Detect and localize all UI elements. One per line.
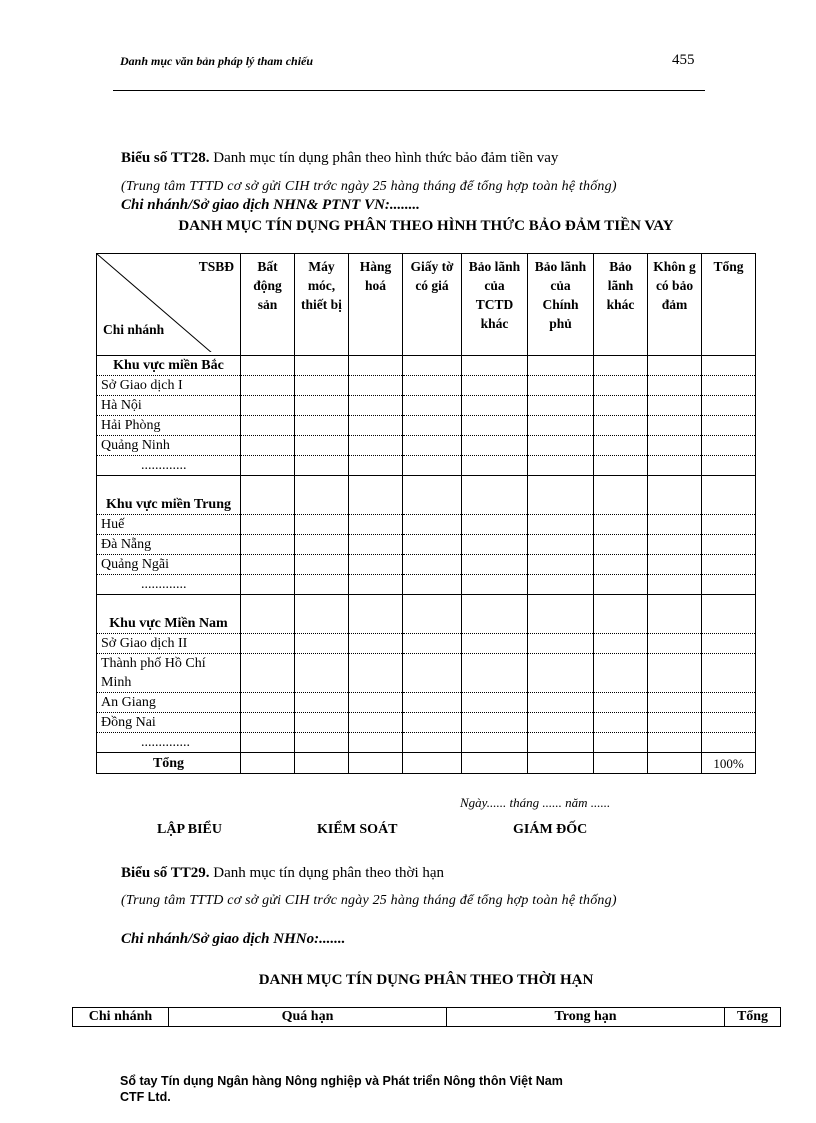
- col-header: Máy móc, thiết bị: [295, 254, 349, 356]
- total-percent: 100%: [702, 753, 756, 774]
- form29-title-text: Danh mục tín dụng phân theo thời hạn: [209, 865, 445, 881]
- signature-preparer: LẬP BIỂU: [157, 822, 222, 837]
- corner-header-cell: [97, 254, 241, 356]
- total-label: Tổng: [97, 753, 241, 774]
- row-label: Huế: [97, 515, 241, 535]
- table-row: [97, 693, 756, 713]
- row-label: Hà Nội: [97, 396, 241, 416]
- col-header: Tổng: [702, 254, 756, 356]
- table-row: [97, 575, 756, 595]
- corner-branch-label: Chi nhánh: [103, 322, 165, 337]
- form28-title-code: Biểu số TT28.: [121, 150, 210, 166]
- corner-tsbd-label: TSBĐ: [198, 259, 234, 274]
- col-header: Giấy tờ có giá: [403, 254, 462, 356]
- col-header: Khôn g có bảo đảm: [648, 254, 702, 356]
- row-label: Sở Giao dịch II: [97, 634, 241, 654]
- table-row: [97, 713, 756, 733]
- total-row: [97, 753, 756, 774]
- form29-title: [121, 865, 444, 882]
- table-row: [97, 535, 756, 555]
- table-row: [97, 356, 756, 376]
- table-row: [97, 555, 756, 575]
- row-label: Sở Giao dịch I: [97, 376, 241, 396]
- form28-note: (Trung tâm TTTD cơ sở gửi CIH trớc ngày 25 hàng tháng để tổng hợp toàn hệ thống): [121, 179, 617, 194]
- table-row: [97, 476, 756, 515]
- table-row: [97, 634, 756, 654]
- row-label: ..............: [97, 733, 241, 753]
- form28-branch-line: Chi nhánh/Sở giao dịch NHN& PTNT VN:........: [121, 197, 420, 213]
- col-header: Tổng: [725, 1008, 781, 1027]
- form29-heading: DANH MỤC TÍN DỤNG PHÂN THEO THỜI HẠN: [258, 972, 594, 988]
- signature-controller: KIỂM SOÁT: [317, 822, 398, 837]
- row-label: Quảng Ngãi: [97, 555, 241, 575]
- table-row: [97, 376, 756, 396]
- col-header: Bất động sản: [241, 254, 295, 356]
- row-label: Khu vực Miền Nam: [97, 595, 241, 634]
- footer-line-1: Sổ tay Tín dụng Ngân hàng Nông nghiệp và Phát triển Nông thôn Việt Nam: [120, 1074, 563, 1088]
- table-row: [97, 515, 756, 535]
- row-label: An Giang: [97, 693, 241, 713]
- form28-title: [121, 150, 558, 167]
- row-label: Khu vực miền Trung: [97, 476, 241, 515]
- signature-director: GIÁM ĐỐC: [513, 822, 588, 837]
- row-label: Đồng Nai: [97, 713, 241, 733]
- form29-header-row: [73, 1008, 781, 1027]
- col-header: Trong hạn: [447, 1008, 725, 1027]
- row-label: .............: [97, 456, 241, 476]
- header-divider: [113, 90, 705, 91]
- footer-line-2: CTF Ltd.: [120, 1090, 171, 1104]
- running-header: Danh mục văn bản pháp lý tham chiếu: [120, 54, 314, 68]
- form29-branch-line: Chi nhánh/Sở giao dịch NHNo:.......: [121, 931, 346, 947]
- col-header: Bảo lãnh của TCTD khác: [462, 254, 528, 356]
- row-label: .............: [97, 575, 241, 595]
- col-header: Quá hạn: [169, 1008, 447, 1027]
- form29-title-code: Biểu số TT29.: [121, 865, 210, 881]
- row-label: Khu vực miền Bắc: [97, 356, 241, 376]
- table-row: [97, 654, 756, 693]
- row-label: Hải Phòng: [97, 416, 241, 436]
- row-label: Quảng Ninh: [97, 436, 241, 456]
- form28-table: [96, 253, 756, 774]
- form28-title-text: Danh mục tín dụng phân theo hình thức bảo đảm tiền vay: [209, 150, 559, 166]
- page-footer: [120, 1073, 563, 1105]
- table-row: [97, 416, 756, 436]
- table-row: [97, 396, 756, 416]
- row-label: Đà Nẵng: [97, 535, 241, 555]
- form29-table: [72, 1007, 781, 1027]
- table-row: [97, 595, 756, 634]
- table-row: [97, 436, 756, 456]
- col-header: Chi nhánh: [73, 1008, 169, 1027]
- form28-heading: DANH MỤC TÍN DỤNG PHÂN THEO HÌNH THỨC BẢO ĐẢM TIỀN VAY: [178, 218, 674, 234]
- col-header: Bảo lãnh của Chính phủ: [528, 254, 594, 356]
- form28-header-row: [97, 254, 756, 356]
- date-line: Ngày...... tháng ...... năm ......: [460, 795, 611, 810]
- col-header: Bảo lãnh khác: [594, 254, 648, 356]
- table-row: [97, 733, 756, 753]
- page-number: 455: [672, 52, 695, 68]
- form29-note: (Trung tâm TTTD cơ sở gửi CIH trớc ngày 25 hàng tháng để tổng hợp toàn hệ thống): [121, 893, 617, 908]
- table-row: [97, 456, 756, 476]
- row-label: Thành phố Hồ Chí Minh: [97, 654, 241, 693]
- col-header: Hàng hoá: [349, 254, 403, 356]
